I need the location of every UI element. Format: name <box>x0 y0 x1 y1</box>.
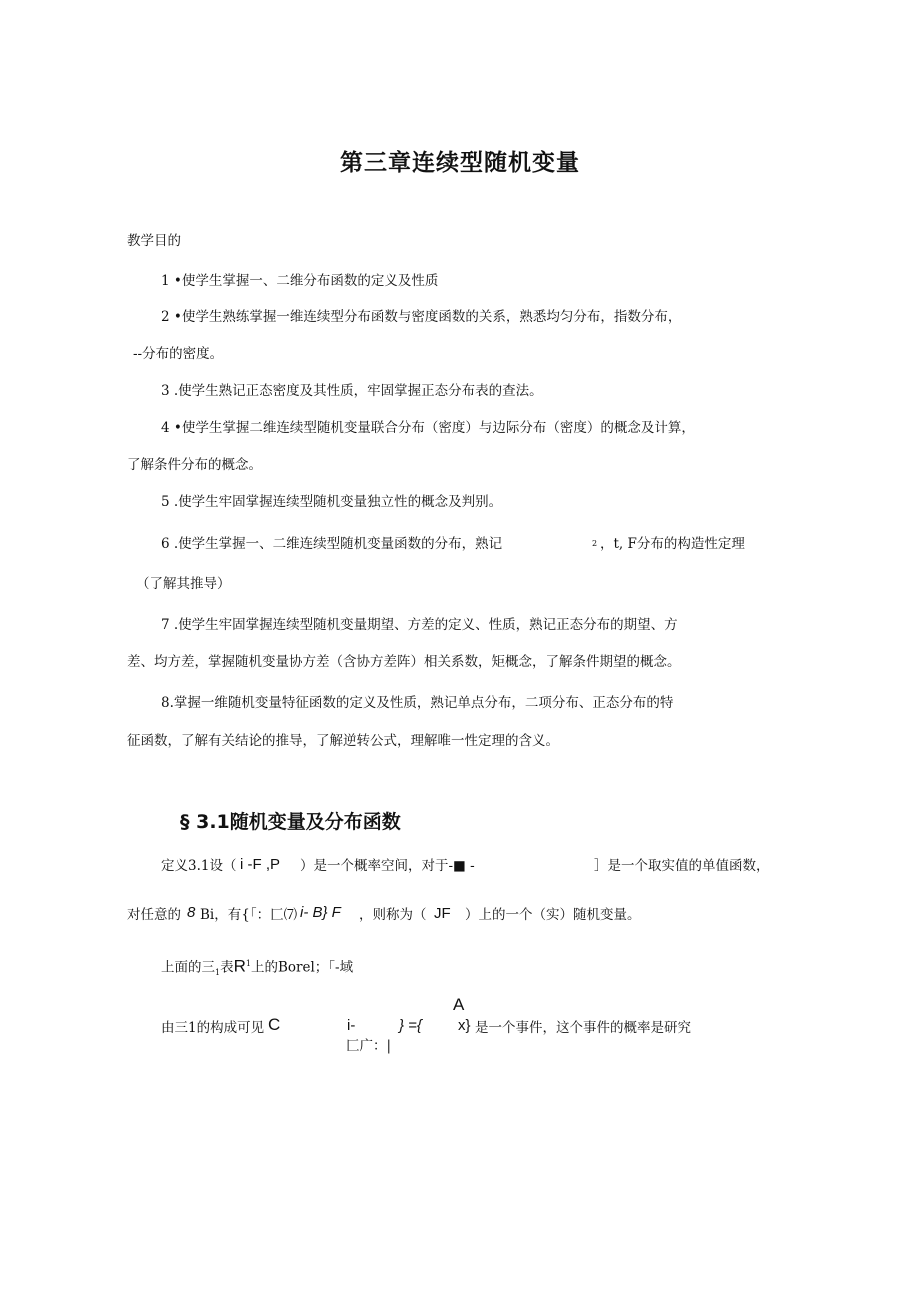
objective-item-6-line-2: （了解其推导） <box>136 576 231 592</box>
objective-item-7-line-2: 差、均方差，掌握随机变量协方差（含协方差阵）相关系数，矩概念，了解条件期望的概念。 <box>127 654 681 670</box>
event-line-b: C <box>268 1015 281 1034</box>
definition-line-2c: Bi，有{「：匚⑺ <box>200 907 298 923</box>
section-title: § 3.1随机变量及分布函数 <box>180 811 401 833</box>
borel-line-a: 上面的三$_1$表$R^1$上的Borel；「-域 <box>161 956 354 978</box>
definition-line-2d: i- B} F <box>300 904 341 921</box>
objective-item-6-superscript: 2 <box>592 539 598 548</box>
definition-line-2e: ，则称为（ <box>359 907 427 923</box>
event-line-c: i- <box>347 1017 356 1034</box>
definition-line-2g: ）上的一个（实）随机变量。 <box>465 907 641 923</box>
objective-item-2-line-2: --分布的密度。 <box>133 346 224 362</box>
objective-item-8-line-1: 8.掌握一维随机变量特征函数的定义及性质，熟记单点分布，二项分布、正态分布的特 <box>161 695 674 711</box>
event-line-a: 由三1的构成可见 <box>161 1020 265 1036</box>
objective-item-8-line-2: 征函数，了解有关结论的推导，了解逆转公式，理解唯一性定理的含义。 <box>127 733 559 749</box>
event-line-subscript: 匚广：| <box>346 1038 392 1054</box>
event-line-e: x} <box>458 1017 471 1034</box>
objectives-heading: 教学目的 <box>127 233 181 249</box>
math-symbol-a: A <box>453 995 465 1014</box>
definition-line-1c: ）是一个概率空间，对于-■ - <box>300 858 475 874</box>
objective-item-5: 5 .使学生牢固掌握连续型随机变量独立性的概念及判别。 <box>161 494 503 510</box>
objective-item-2-line-1: 2 •使学生熟练掌握一维连续型分布函数与密度函数的关系，熟悉均匀分布，指数分布， <box>161 309 682 325</box>
event-line-f: 是一个事件，这个事件的概率是研究 <box>475 1020 691 1036</box>
definition-line-1d: ］是一个取实值的单值函数， <box>594 858 770 874</box>
objective-item-4-line-1: 4 •使学生掌握二维连续型随机变量联合分布（密度）与边际分布（密度）的概念及计算， <box>161 420 695 436</box>
event-line-d: } ={ <box>399 1017 422 1034</box>
objective-item-1: 1 •使学生掌握一、二维分布函数的定义及性质 <box>161 273 439 289</box>
definition-line-2b: 8 <box>187 904 196 921</box>
definition-line-2a: 对任意的 <box>127 907 181 923</box>
objective-item-7-line-1: 7 .使学生牢固掌握连续型随机变量期望、方差的定义、性质，熟记正态分布的期望、方 <box>161 617 678 633</box>
objective-item-4-line-2: 了解条件分布的概念。 <box>127 457 262 473</box>
definition-line-1a: 定义3.1设（ <box>161 858 237 874</box>
objective-item-6-line-1-end: ，t, F分布的构造性定理 <box>600 536 745 552</box>
definition-line-1b: i -F ,P <box>240 856 280 873</box>
objective-item-6-line-1: 6 .使学生掌握一、二维连续型随机变量函数的分布，熟记 <box>161 536 503 552</box>
objective-item-3: 3 .使学生熟记正态密度及其性质，牢固掌握正态分布表的查法。 <box>161 383 543 399</box>
definition-line-2f: JF <box>434 905 451 922</box>
chapter-title: 第三章连续型随机变量 <box>340 150 580 176</box>
